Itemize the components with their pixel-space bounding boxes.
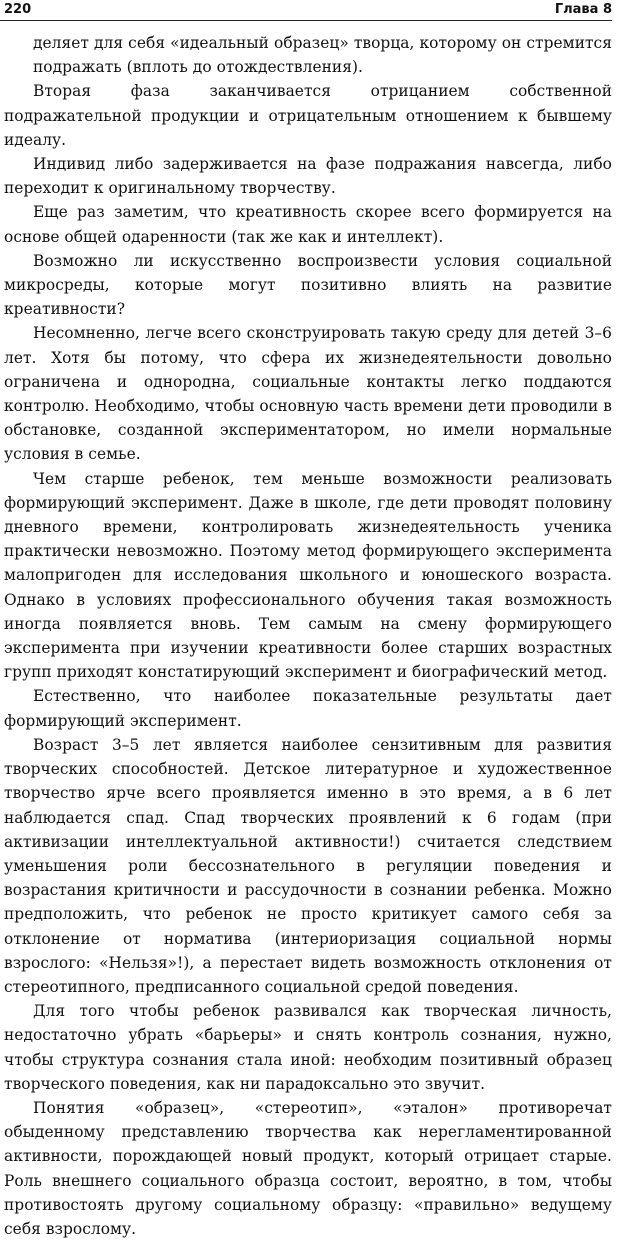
running-header xyxy=(0,0,620,22)
paragraph: Несомненно, легче всего сконструировать такую среду для детей 3–6 лет. Хотя бы потому, что сфера их жизнедеятельности довольно ограничена и однородна, социальные контакты легко поддаются контролю. Необходимо, чтобы основную часть времени дети проводили в обстановке, созданной экспериментатором, но имели нормальные условия в семье. xyxy=(4,324,612,464)
paragraph: Возможно ли искусственно воспроизвести условия социальной микросреды, которые могут позитивно влиять на развитие креативности? xyxy=(4,251,612,319)
paragraph: Для того чтобы ребенок развивался как творческая личность, недостаточно убрать «барьеры» и снять контроль сознания, нужно, чтобы структура сознания стала иной: необходим позитивный образец творческого поведения, как ни парадоксально это звучит. xyxy=(4,1002,612,1093)
paragraph: Естественно, что наиболее показательные результаты дает формирующий эксперимент. xyxy=(4,687,612,730)
paragraph: Возраст 3–5 лет является наиболее сензитивным для развития творческих способностей. Детское литературное и художественное творчество ярче всего проявляется именно в это время, а в 6 лет наблюдается спад. Спад творческих проявлений к 6 годам (при активизации интеллектуальной активности!) считается следствием уменьшения роли бессознательного в регуляции поведения и возрастания критичности и рассудочности в сознании ребенка. Можно предположить, что ребенок не просто критикует самого себя за отклонение от норматива (интериоризация социальной нормы взрослого: «Нельзя»!), а перестает видеть возможность отклонения от стереотипного, предписанного социальной средой поведения. xyxy=(4,735,612,996)
header-rule xyxy=(0,20,612,21)
page-body xyxy=(4,31,612,1241)
paragraph-continued: деляет для себя «идеальный образец» творца, которому он стремится подражать (вплоть до отождествления). xyxy=(33,34,612,77)
paragraph: Еще раз заметим, что креативность скорее всего формируется на основе общей одаренности (так же как и интеллект). xyxy=(4,203,612,246)
paragraph: Вторая фаза заканчивается отрицанием собственной подражательной продукции и отрицательным отношением к бывшему идеалу. xyxy=(4,82,612,149)
paragraph: Индивид либо задерживается на фазе подражания навсегда, либо переходит к оригинальному творчеству. xyxy=(4,155,612,198)
paragraph: Чем старше ребенок, тем меньше возможности реализовать формирующий эксперимент. Даже в школе, где дети проводят половину дневного времени, контролировать жизнедеятельность ученика практически невозможно. Поэтому метод формирующего эксперимента малопригоден для исследования школьного и юношеского возраста. Однако в условиях профессионального обучения такая возможность иногда появляется вновь. Тем самым на смену формирующего эксперимента при изучении креативности более старших возрастных групп приходят констатирующий эксперимент и биографический метод. xyxy=(4,469,612,682)
paragraph: Понятия «образец», «стереотип», «эталон» противоречат обыденному представлению творчества как нерегламентированной активности, порождающей новый продукт, который отрицает старые. Роль внешнего социального образца состоит, вероятно, в том, чтобы противостоять другому социальному образцу: «правильно» ведущему себя взрослому. xyxy=(4,1098,612,1238)
page-number: 220 xyxy=(4,2,32,17)
chapter-title: Глава 8 xyxy=(554,2,612,17)
